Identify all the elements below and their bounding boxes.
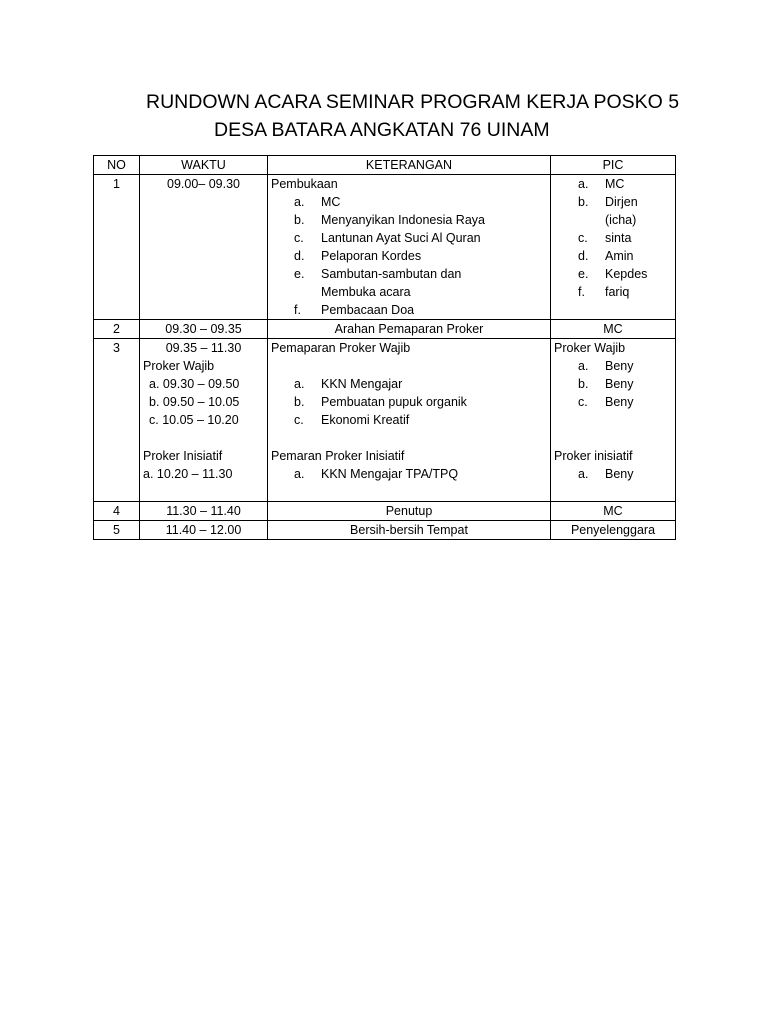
list-text: Beny bbox=[605, 467, 634, 481]
header-keterangan: KETERANGAN bbox=[268, 156, 551, 175]
document-title-line-2: DESA BATARA ANGKATAN 76 UINAM bbox=[214, 119, 550, 141]
row-keterangan: Penutup bbox=[268, 502, 551, 521]
keterangan-title: Pembukaan bbox=[271, 177, 338, 191]
list-item bbox=[294, 465, 547, 483]
waktu-wajib-item: c. 10.05 – 10.20 bbox=[149, 413, 239, 427]
list-item bbox=[578, 357, 672, 375]
row-pic: MC bbox=[551, 320, 676, 339]
keterangan-list bbox=[271, 193, 547, 319]
waktu-inisiatif-item: a. 10.20 – 11.30 bbox=[143, 467, 233, 481]
list-item bbox=[294, 193, 547, 211]
waktu-wajib-label: Proker Wajib bbox=[143, 359, 215, 373]
list-marker: b. bbox=[294, 395, 305, 409]
row-keterangan bbox=[268, 339, 551, 502]
spacer bbox=[554, 429, 672, 447]
keterangan-wajib-label: Pemaparan Proker Wajib bbox=[271, 341, 411, 355]
row-keterangan: Arahan Pemaparan Proker bbox=[268, 320, 551, 339]
list-marker: a. bbox=[294, 377, 305, 391]
header-pic: PIC bbox=[551, 156, 676, 175]
list-item bbox=[578, 229, 672, 247]
spacer bbox=[143, 483, 264, 501]
list-item bbox=[294, 265, 547, 283]
list-marker: c. bbox=[578, 231, 588, 245]
list-item bbox=[578, 193, 672, 211]
list-item bbox=[294, 211, 547, 229]
table-row bbox=[94, 521, 676, 540]
list-text: KKN Mengajar bbox=[321, 377, 403, 391]
list-marker: f. bbox=[294, 303, 301, 317]
rundown-table bbox=[93, 155, 676, 540]
list-text: Beny bbox=[605, 395, 634, 409]
row-keterangan: Bersih-bersih Tempat bbox=[268, 521, 551, 540]
pic-list bbox=[554, 175, 672, 301]
list-item bbox=[294, 393, 547, 411]
row-pic: Penyelenggara bbox=[551, 521, 676, 540]
row-keterangan bbox=[268, 175, 551, 320]
table-row bbox=[94, 339, 676, 502]
row-pic: MC bbox=[551, 502, 676, 521]
list-text: Membuka acara bbox=[321, 285, 411, 299]
list-item bbox=[294, 229, 547, 247]
table-row bbox=[94, 502, 676, 521]
row-no: 1 bbox=[94, 175, 140, 320]
list-marker: d. bbox=[294, 249, 305, 263]
list-text: Pembuatan pupuk organik bbox=[321, 395, 467, 409]
header-waktu: WAKTU bbox=[140, 156, 268, 175]
list-text: KKN Mengajar TPA/TPQ bbox=[321, 467, 459, 481]
list-text: (icha) bbox=[605, 213, 637, 227]
list-marker: a. bbox=[294, 467, 305, 481]
row-waktu: 11.30 – 11.40 bbox=[140, 502, 268, 521]
list-item bbox=[578, 175, 672, 193]
list-text: Menyanyikan Indonesia Raya bbox=[321, 213, 485, 227]
list-item bbox=[294, 247, 547, 265]
list-item bbox=[578, 265, 672, 283]
list-text: Pelaporan Kordes bbox=[321, 249, 422, 263]
keterangan-wajib-list bbox=[271, 375, 547, 429]
row-no: 4 bbox=[94, 502, 140, 521]
list-item bbox=[294, 301, 547, 319]
list-item bbox=[578, 247, 672, 265]
waktu-wajib-item: a. 09.30 – 09.50 bbox=[149, 377, 240, 391]
list-marker: b. bbox=[294, 213, 305, 227]
list-text: MC bbox=[605, 177, 625, 191]
list-text: Ekonomi Kreatif bbox=[321, 413, 410, 427]
row-no: 3 bbox=[94, 339, 140, 502]
list-text: Pembacaan Doa bbox=[321, 303, 415, 317]
list-marker bbox=[578, 211, 605, 229]
waktu-inisiatif-label: Proker Inisiatif bbox=[143, 449, 223, 463]
list-marker: b. bbox=[578, 195, 589, 209]
list-item bbox=[294, 375, 547, 393]
spacer bbox=[271, 357, 547, 375]
list-item bbox=[578, 465, 672, 483]
list-marker: c. bbox=[294, 413, 304, 427]
list-marker: a. bbox=[578, 177, 589, 191]
row-no: 2 bbox=[94, 320, 140, 339]
table-row bbox=[94, 320, 676, 339]
row-pic bbox=[551, 339, 676, 502]
header-no: NO bbox=[94, 156, 140, 175]
list-text: Amin bbox=[605, 249, 634, 263]
spacer bbox=[554, 411, 672, 429]
list-marker: a. bbox=[294, 195, 305, 209]
list-text: Dirjen bbox=[605, 195, 638, 209]
list-text: sinta bbox=[605, 231, 632, 245]
list-marker: e. bbox=[294, 267, 305, 281]
list-marker: b. bbox=[578, 377, 589, 391]
row-pic bbox=[551, 175, 676, 320]
row-waktu: 09.30 – 09.35 bbox=[140, 320, 268, 339]
waktu-wajib-item: b. 09.50 – 10.05 bbox=[149, 395, 240, 409]
list-marker bbox=[294, 283, 321, 301]
list-item bbox=[578, 283, 672, 301]
list-text: MC bbox=[321, 195, 341, 209]
pic-wajib-list bbox=[554, 357, 672, 411]
list-text: Lantunan Ayat Suci Al Quran bbox=[321, 231, 481, 245]
table-header-row bbox=[94, 156, 676, 175]
list-marker: c. bbox=[578, 395, 588, 409]
spacer bbox=[271, 429, 547, 447]
list-text: Beny bbox=[605, 377, 634, 391]
list-text: Beny bbox=[605, 359, 634, 373]
list-marker: c. bbox=[294, 231, 304, 245]
list-marker: f. bbox=[578, 285, 585, 299]
keterangan-inisiatif-list bbox=[271, 465, 547, 483]
list-marker: a. bbox=[578, 359, 589, 373]
list-marker: d. bbox=[578, 249, 589, 263]
table-row bbox=[94, 175, 676, 320]
row-waktu: 09.00– 09.30 bbox=[140, 175, 268, 320]
keterangan-inisiatif-label: Pemaran Proker Inisiatif bbox=[271, 449, 405, 463]
list-text: Kepdes bbox=[605, 267, 648, 281]
pic-wajib-label: Proker Wajib bbox=[554, 341, 626, 355]
document-title-line-1: RUNDOWN ACARA SEMINAR PROGRAM KERJA POSKO 5 bbox=[146, 91, 680, 113]
list-marker: a. bbox=[578, 467, 589, 481]
list-item bbox=[294, 411, 547, 429]
row-waktu bbox=[140, 339, 268, 502]
row-waktu: 11.40 – 12.00 bbox=[140, 521, 268, 540]
row-no: 5 bbox=[94, 521, 140, 540]
list-marker: e. bbox=[578, 267, 589, 281]
pic-inisiatif-label: Proker inisiatif bbox=[554, 449, 633, 463]
pic-inisiatif-list bbox=[554, 465, 672, 483]
list-item bbox=[578, 393, 672, 411]
list-text: fariq bbox=[605, 285, 630, 299]
spacer bbox=[143, 429, 264, 447]
waktu-range: 09.35 – 11.30 bbox=[165, 341, 242, 355]
list-item bbox=[294, 283, 547, 301]
list-text: Sambutan-sambutan dan bbox=[321, 267, 462, 281]
list-item bbox=[578, 211, 672, 229]
list-item bbox=[578, 375, 672, 393]
